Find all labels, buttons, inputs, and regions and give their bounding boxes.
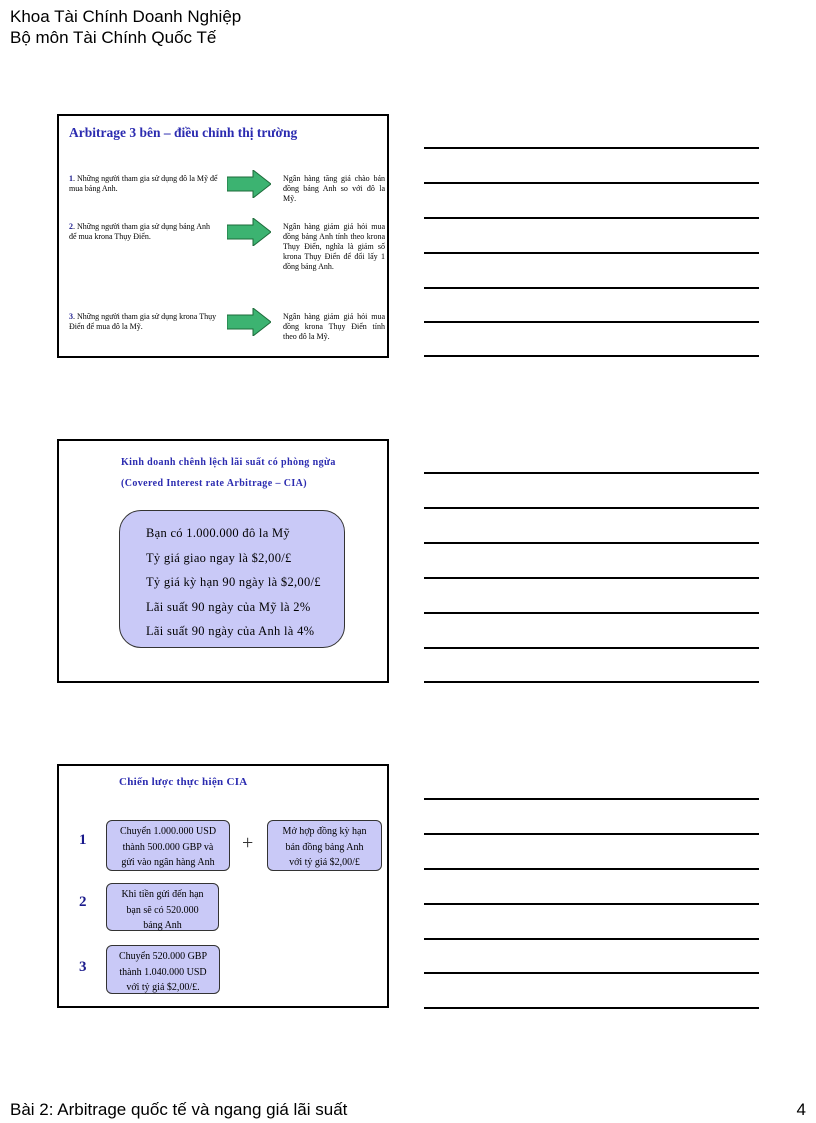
page-number: 4 <box>796 1100 806 1119</box>
right-arrow-icon <box>227 308 271 336</box>
row-3-right: Ngân hàng giảm giá hỏi mua đồng krona Thụy Điển tính theo đô la Mỹ. <box>283 312 385 341</box>
step-3-number: 3 <box>79 959 87 975</box>
box-line: bán đồng bảng Anh <box>285 841 364 853</box>
slide-1-title: Arbitrage 3 bên – điều chỉnh thị trường <box>69 125 298 140</box>
row-3-number: 3 <box>69 312 73 321</box>
step-2-box <box>106 883 219 931</box>
note-line <box>424 612 759 614</box>
slide-3 <box>57 764 389 1008</box>
note-line <box>424 938 759 940</box>
right-arrow-icon <box>227 170 271 198</box>
slide-1 <box>57 114 389 358</box>
note-line <box>424 1007 759 1009</box>
note-line <box>424 147 759 149</box>
bubble-line: Lãi suất 90 ngày của Mỹ là 2% <box>146 599 311 614</box>
box-line: Khi tiền gửi đến hạn <box>121 889 204 900</box>
note-line <box>424 577 759 579</box>
box-line: với tỷ giá $2,00/£. <box>126 982 200 993</box>
note-line <box>424 647 759 649</box>
step-3-box <box>106 945 220 994</box>
slide-2-subtitle: (Covered Interest rate Arbitrage – CIA) <box>121 478 308 489</box>
box-line: gửi vào ngân hàng Anh <box>121 857 215 868</box>
note-line <box>424 252 759 254</box>
step-1-number: 1 <box>79 832 87 848</box>
box-line: bạn sẽ có 520.000 <box>126 904 199 916</box>
row-3-left-text <box>69 312 219 332</box>
step-1-box <box>106 820 230 871</box>
box-line: Chuyển 520.000 GBP <box>118 951 208 962</box>
note-line <box>424 681 759 683</box>
row-1-left-text <box>69 174 219 194</box>
note-line <box>424 507 759 509</box>
note-line <box>424 287 759 289</box>
note-line <box>424 472 759 474</box>
row-2-left: . Những người tham gia sử dụng bảng Anh để mua krona Thụy Điển. <box>69 222 211 241</box>
header-department: Bộ môn Tài Chính Quốc Tế <box>10 28 217 47</box>
bubble-line: Tỷ giá giao ngay là $2,00/£ <box>146 550 292 565</box>
note-line <box>424 868 759 870</box>
box-line: Chuyển 1.000.000 USD <box>119 826 217 837</box>
row-2-right: Ngân hàng giảm giá hỏi mua đồng bảng Anh tính theo krona Thụy Điển, nghĩa là giảm số krona Thụy Điển để đổi lấy 1 đồng bảng Anh. <box>283 222 385 271</box>
box-line: Mở hợp đồng kỳ hạn <box>282 826 367 837</box>
bubble-line: Tỷ giá kỳ hạn 90 ngày là $2,00/£ <box>146 575 321 589</box>
page-header <box>10 6 241 48</box>
step-2-number: 2 <box>79 894 87 910</box>
slide-2-title: Kinh doanh chênh lệch lãi suất có phòng ngừa <box>121 457 336 468</box>
note-line <box>424 972 759 974</box>
info-bubble <box>119 510 345 648</box>
slide-2 <box>57 439 389 683</box>
note-line <box>424 217 759 219</box>
note-line <box>424 903 759 905</box>
note-line <box>424 833 759 835</box>
row-3-left: . Những người tham gia sử dụng krona Thụy Điển để mua đô la Mỹ. <box>69 312 217 331</box>
bubble-line: Lãi suất 90 ngày của Anh là 4% <box>146 624 315 638</box>
right-arrow-icon <box>227 218 271 246</box>
box-line: thành 1.040.000 USD <box>119 966 207 978</box>
plus-sign: + <box>242 832 254 854</box>
row-2-left-text <box>69 222 219 242</box>
bubble-line: Bạn có 1.000.000 đô la Mỹ <box>146 526 290 540</box>
box-line: với tỷ giá $2,00/£ <box>289 857 360 868</box>
note-line <box>424 542 759 544</box>
header-faculty: Khoa Tài Chính Doanh Nghiệp <box>10 7 242 26</box>
note-line <box>424 798 759 800</box>
footer-title: Bài 2: Arbitrage quốc tế và ngang giá lãi suất <box>10 1100 348 1119</box>
slide-3-title: Chiến lược thực hiện CIA <box>119 776 248 788</box>
note-line <box>424 321 759 323</box>
row-1-right: Ngân hàng tăng giá chào bán đồng bảng Anh so với đô la Mỹ. <box>283 174 385 203</box>
forward-contract-box <box>267 820 382 871</box>
row-2-number: 2 <box>69 222 73 231</box>
row-1-number: 1 <box>69 174 73 183</box>
row-1-left: . Những người tham gia sử dụng đô la Mỹ để mua bảng Anh. <box>69 174 218 193</box>
box-line: thành 500.000 GBP và <box>122 841 214 853</box>
note-line <box>424 355 759 357</box>
note-line <box>424 182 759 184</box>
box-line: bảng Anh <box>143 920 182 931</box>
